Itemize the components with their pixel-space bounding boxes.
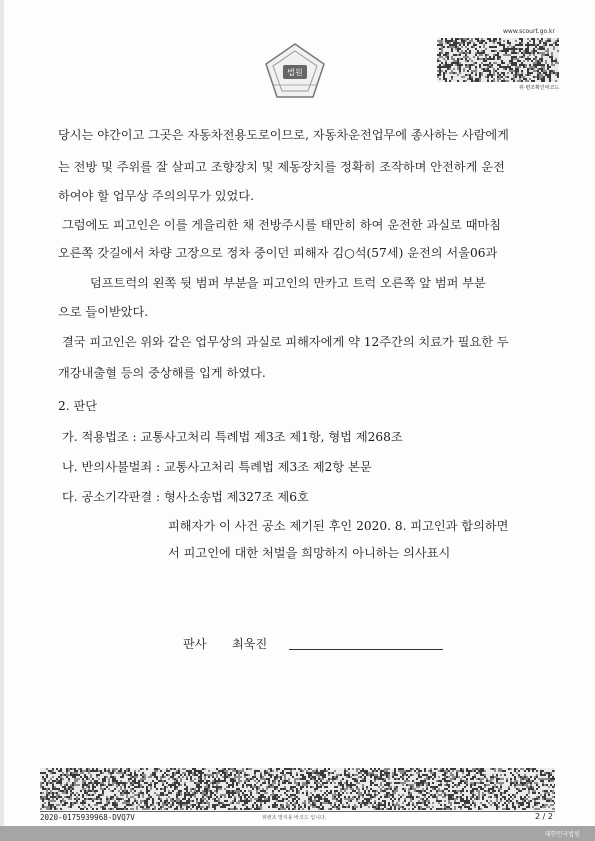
body-line: 가. 적용법조 : 교통사고처리 특례법 제3조 제1항, 형법 제268조 — [62, 430, 403, 444]
court-name: 대한민국법원 — [545, 831, 580, 838]
judge-title: 판사 — [183, 637, 207, 651]
bottom-barcode — [40, 768, 555, 810]
body-line: 덤프트럭의 왼쪽 뒷 범퍼 부분을 피고인의 만카고 트럭 오른쪽 앞 범퍼 부분 — [90, 276, 486, 290]
barcode-notice: 위변조 방지용 바코드 입니다. — [262, 815, 327, 821]
body-line: 그럼에도 피고인은 이를 게을리한 채 전방주시를 태만히 하여 운전한 과실로 때마침 — [62, 218, 502, 232]
signature-line — [289, 649, 443, 650]
body-line: 나. 반의사불벌죄 : 교통사고처리 특례법 제3조 제2항 본문 — [62, 460, 372, 474]
judge-name: 최욱진 — [232, 637, 268, 651]
court-url: www.scourt.go.kr — [503, 28, 555, 35]
top-barcode — [437, 38, 559, 82]
page-number: 2 / 2 — [535, 812, 553, 821]
body-line: 당시는 야간이고 그곳은 자동차전용도로이므로, 자동차운전업무에 종사하는 사람에게 — [58, 128, 509, 142]
body-line: 는 전방 및 주위를 잘 살피고 조향장치 및 제동장치를 정확히 조작하며 안전하게 운전 — [58, 160, 505, 174]
body-line: 개강내출혈 등의 중상해를 입게 하였다. — [58, 366, 266, 380]
body-line: 피해자가 이 사건 공소 제기된 후인 2020. 8. 피고인과 합의하면 — [168, 519, 509, 533]
document-number: 2020-0175939968-DVQ7V — [40, 813, 135, 822]
emblem-text: 법원 — [287, 68, 303, 77]
body-line: 결국 피고인은 위와 같은 업무상의 과실로 피해자에게 약 12주간의 치료가 필요한 두 — [62, 335, 509, 349]
body-line: 으로 들이받았다. — [58, 305, 149, 319]
body-line: 다. 공소기각판결 : 형사소송법 제327조 제6호 — [62, 490, 309, 504]
bottom-band — [0, 826, 595, 841]
body-line: 서 피고인에 대한 처벌을 희망하지 아니하는 의사표시 — [168, 546, 451, 560]
footer-rule — [40, 811, 555, 812]
court-emblem-icon — [262, 40, 328, 100]
section-heading: 2. 판단 — [58, 399, 98, 413]
page-edge — [0, 0, 4, 841]
body-line: 오른쪽 갓길에서 차량 고장으로 정차 중이던 피해자 김○석(57세) 운전의 서울06과 — [58, 246, 498, 260]
barcode-caption: 위·변조확인바코드 — [519, 85, 560, 91]
body-line: 하여야 할 업무상 주의의무가 있었다. — [58, 189, 254, 203]
